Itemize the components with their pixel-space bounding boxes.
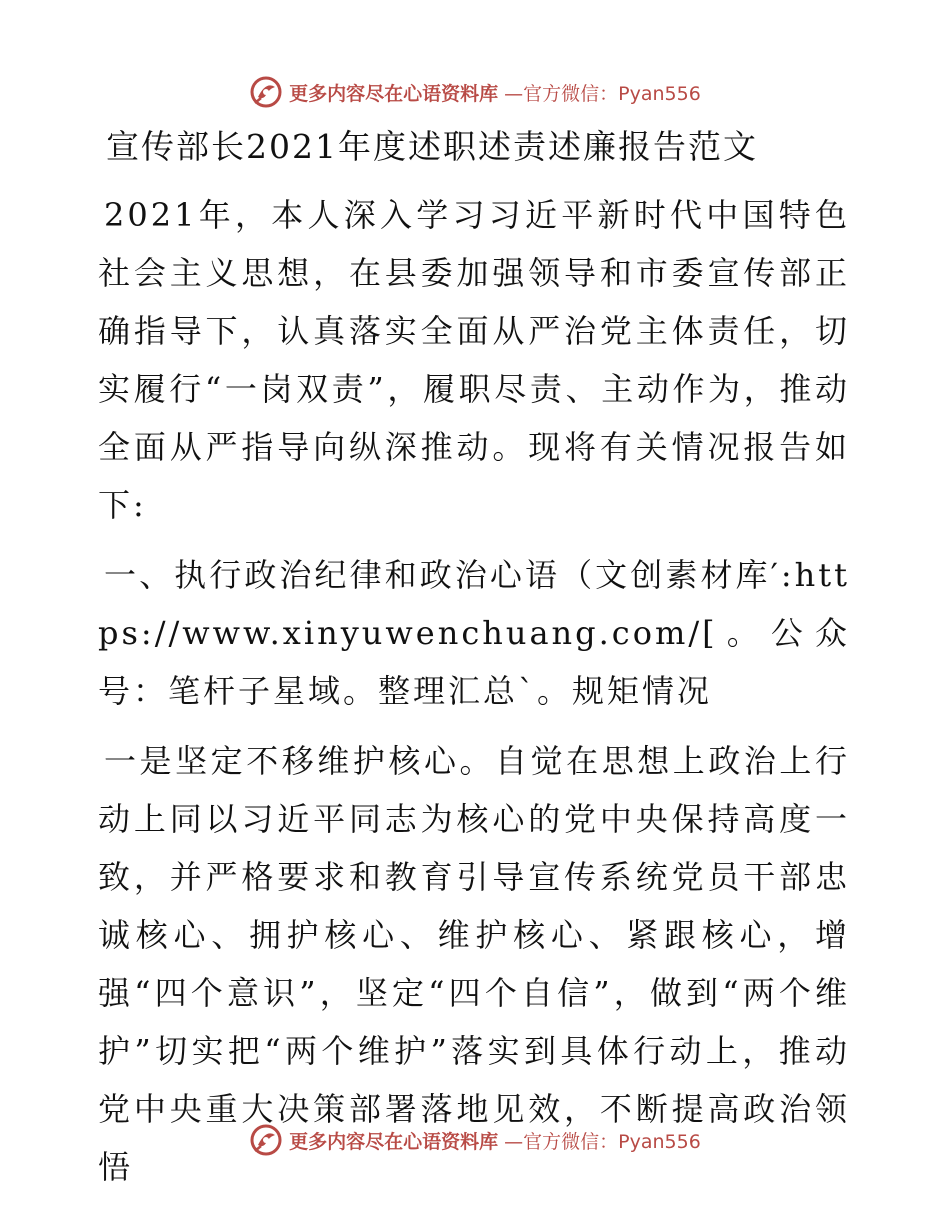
paragraph-point-one: 一是坚定不移维护核心。自觉在思想上政治上行动上同以习近平同志为核心的党中央保持高度一致，并严格要求和教育引导宣传系统党员干部忠诚核心、拥护核心、维护核心、紧跟核心，增强“四个意识”，坚定“四个自信”，做到“两个维护”切实把“两个维护”落实到具体行动上，推动党中央重大决策部署落地见效，不断提高政治领悟 [98,742,850,1186]
header-watermark [0,72,950,112]
seal-logo-icon [249,75,283,109]
watermark-brand: 更多内容尽在心语资料库 [289,82,499,105]
document-body [98,118,850,1208]
watermark-contact: —官方微信：Pyan556 [504,82,701,105]
paragraph-intro: 2021年，本人深入学习习近平新时代中国特色社会主义思想，在县委加强领导和市委宣传部正确指导下，认真落实全面从严治党主体责任，切实履行“一岗双责”，履职尽责、主动作为，推动全面从严指导向纵深推动。现将有关情况报告如下: [98,196,850,524]
footer-watermark [0,1120,950,1160]
document-title: 宣传部长2021年度述职述责述廉报告范文 [106,127,758,166]
seal-logo-icon [249,1123,283,1157]
paragraph-section-heading: 一、执行政治纪律和政治心语（文创素材库′:https://www.xinyuwenchuang.com/[。公众号：笔杆子星域。整理汇总`。规矩情况 [98,556,850,710]
watermark-brand: 更多内容尽在心语资料库 [289,1130,499,1153]
watermark-contact: —官方微信：Pyan556 [504,1130,701,1153]
